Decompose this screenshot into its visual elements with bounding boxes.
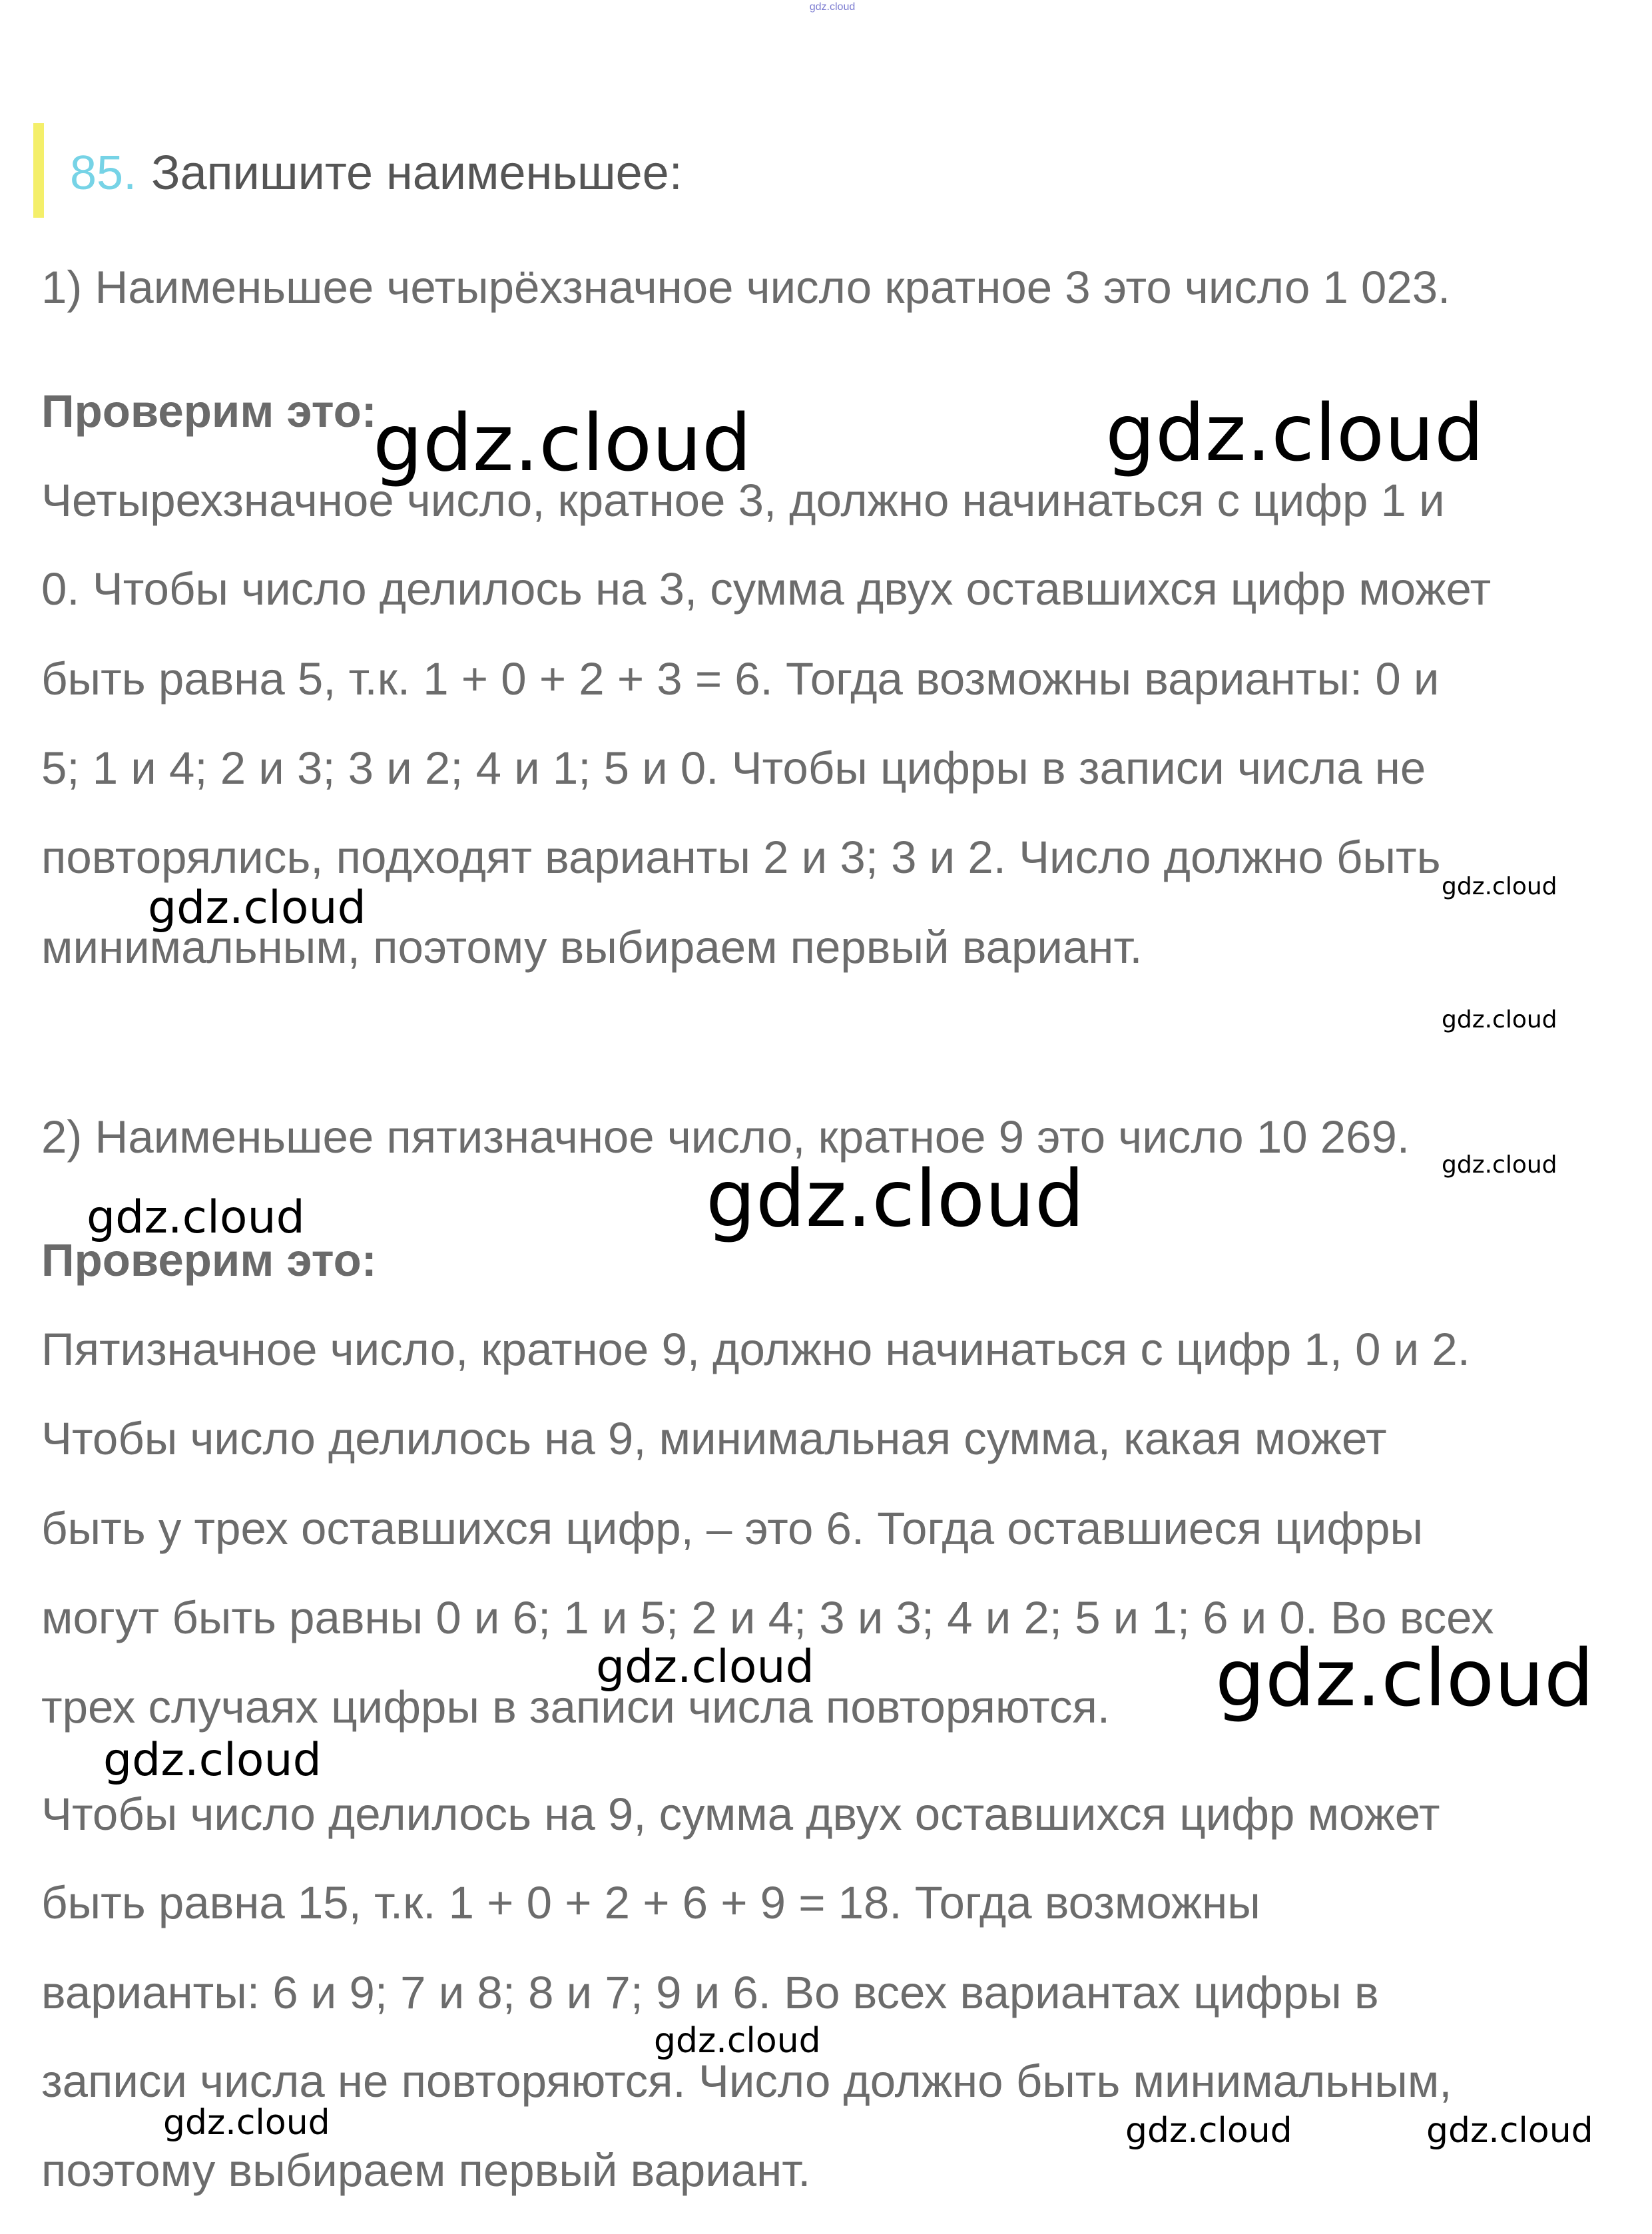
part2-line: варианты: 6 и 9; 7 и 8; 8 и 7; 9 и 6. Во всех вариантах цифры в	[41, 1967, 1379, 2018]
watermark: gdz.cloud	[1442, 1151, 1557, 1179]
part2-line: Чтобы число делилось на 9, сумма двух оставшихся цифр может	[41, 1789, 1440, 1840]
part1-line: Четырехзначное число, кратное 3, должно начинаться с цифр 1 и	[41, 475, 1445, 526]
watermark: gdz.cloud	[1442, 873, 1557, 900]
part2-line: могут быть равны 0 и 6; 1 и 5; 2 и 4; 3 и 3; 4 и 2; 5 и 1; 6 и 0. Во всех	[41, 1592, 1494, 1643]
watermark: gdz.cloud	[163, 2103, 330, 2143]
part2-line: Чтобы число делилось на 9, минимальная сумма, какая может	[41, 1413, 1387, 1464]
task-heading	[70, 145, 683, 201]
watermark: gdz.cloud	[706, 1153, 1085, 1245]
watermark: gdz.cloud	[148, 882, 366, 934]
watermark: gdz.cloud	[87, 1191, 305, 1244]
part1-line: 0. Чтобы число делилось на 3, сумма двух оставшихся цифр может	[41, 563, 1492, 615]
site-tag: gdz.cloud	[809, 1, 856, 13]
part2-line: Пятизначное число, кратное 9, должно начинаться с цифр 1, 0 и 2.	[41, 1324, 1470, 1375]
watermark: gdz.cloud	[1105, 387, 1484, 479]
task-title: Запишите наименьшее:	[151, 146, 683, 200]
part1-check-label: Проверим это:	[41, 386, 377, 437]
part1-line: минимальным, поэтому выбираем первый вариант.	[41, 922, 1143, 973]
part1-line: повторялись, подходят варианты 2 и 3; 3 и 2. Число должно быть	[41, 832, 1441, 883]
watermark: gdz.cloud	[1125, 2111, 1292, 2151]
watermark: gdz.cloud	[1442, 1006, 1557, 1033]
part2-line: поэтому выбираем первый вариант.	[41, 2145, 811, 2196]
watermark: gdz.cloud	[103, 1734, 322, 1787]
part2-line: трех случаях цифры в записи числа повторяются.	[41, 1681, 1110, 1733]
watermark: gdz.cloud	[373, 397, 752, 489]
task-accent-bar	[33, 123, 44, 218]
part2-line: быть равна 15, т.к. 1 + 0 + 2 + 6 + 9 = 18. Тогда возможны	[41, 1877, 1260, 1928]
part2-line: записи числа не повторяются. Число должно быть минимальным,	[41, 2056, 1452, 2107]
part2-line: быть у трех оставшихся цифр, – это 6. Тогда оставшиеся цифры	[41, 1503, 1424, 1554]
task-number: 85.	[70, 146, 137, 200]
part2-check-label: Проверим это:	[41, 1235, 377, 1286]
watermark: gdz.cloud	[1426, 2111, 1593, 2151]
part2-answer: 2) Наименьшее пятизначное число, кратное 9 это число 10 269.	[41, 1111, 1410, 1163]
part1-line: 5; 1 и 4; 2 и 3; 3 и 2; 4 и 1; 5 и 0. Чтобы цифры в записи числа не	[41, 742, 1426, 794]
part1-line: быть равна 5, т.к. 1 + 0 + 2 + 3 = 6. Тогда возможны варианты: 0 и	[41, 653, 1440, 704]
part1-answer: 1) Наименьшее четырёхзначное число кратное 3 это число 1 023.	[41, 262, 1451, 313]
watermark: gdz.cloud	[1215, 1632, 1594, 1724]
watermark: gdz.cloud	[596, 1641, 814, 1693]
watermark: gdz.cloud	[654, 2021, 821, 2061]
